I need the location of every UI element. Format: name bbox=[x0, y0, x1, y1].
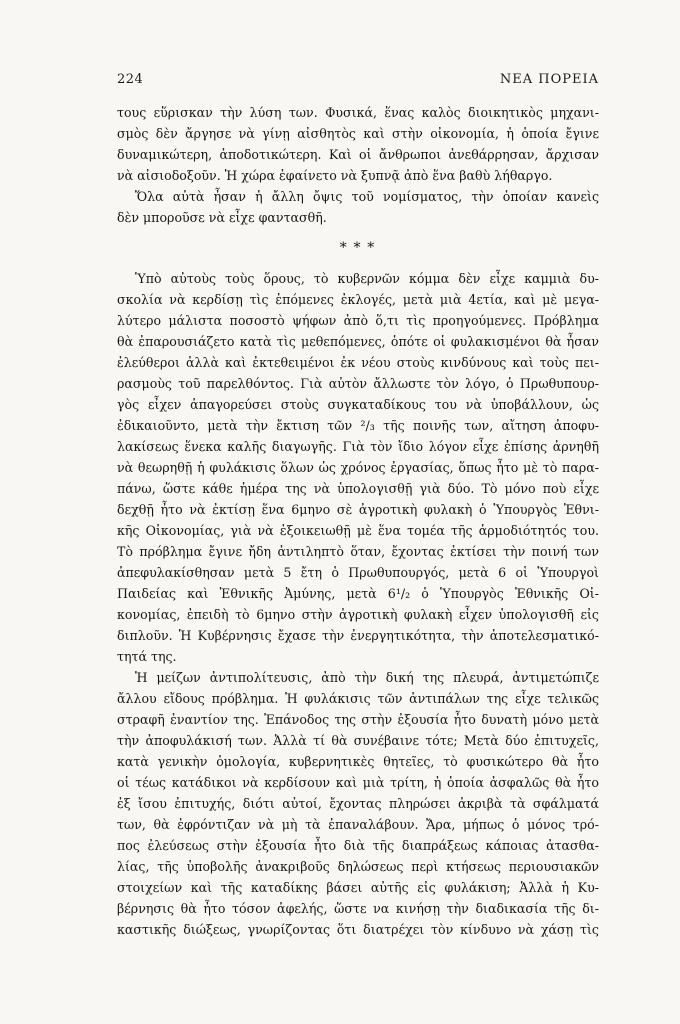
text-line: Ἡ μείζων ἀντιπολίτευσις, ἀπὸ τὴν δική της πλευρά, ἀντιμετώπιζε bbox=[135, 670, 599, 685]
text-line: κατὰ γενικὴν ὁμολογία, κυβερνητικὲς θητεῖες, τὸ φυσικώτερο θὰ ἦτο bbox=[117, 754, 599, 769]
text-line: ἐξ ἴσου ἐπιτυχής, διότι αὐτοί, ἔχοντας πληρώσει ἀκριβὰ τὰ σφάλματά bbox=[117, 796, 599, 811]
text-line: διπλοῦν. Ἡ Κυβέρνησις ἔχασε τὴν ἐνεργητικότητα, τὴν ἀποτελεσματικό- bbox=[117, 628, 599, 643]
text-line: ρασμοὺς τοῦ παρελθόντος. Γιὰ αὐτὸν ἄλλωστε τὸν λόγο, ὁ Πρωθυπουρ- bbox=[117, 376, 599, 391]
text-line: κῆς Οἰκονομίας, γιὰ νὰ ἐξοικειωθῇ μὲ ἕνα τομέα τῆς ἁρμοδιότητός του. bbox=[117, 523, 599, 538]
text-line: λίας, τῆς ὑποβολῆς ἀνακριβοῦς δηλώσεως περὶ κτήσεως περιουσιακῶν bbox=[117, 859, 599, 874]
text-line: σκολία νὰ κερδίσῃ τὶς ἑπόμενες ἐκλογές, μετὰ μιὰ 4ετία, καὶ μὲ μεγα- bbox=[117, 292, 599, 307]
text-line: ἐλεύθεροι ἀλλὰ καὶ ἐκτεθειμένοι ἐκ νέου στοὺς κινδύνους καὶ τοὺς πει- bbox=[117, 355, 599, 370]
text-line: των, θὰ ἐφρόντιζαν νὰ μὴ τὰ ἐπαναλάβουν. Ἄρα, μήπως ὁ μόνος τρό- bbox=[117, 817, 599, 832]
text-line: δεχθῇ ἦτο νὰ ἐκτίσῃ ἕνα 6μηνο σὲ ἀγροτικὴ φυλακὴ ὁ Ὑπουργὸς Ἐθνι- bbox=[117, 502, 599, 517]
text-line: ἀπεφυλακίσθησαν μετὰ 5 ἔτη ὁ Πρωθυπουργός, μετὰ 6 οἱ Ὑπουργοὶ bbox=[117, 565, 599, 580]
text-line: πάνω, ὥστε κάθε ἡμέρα της νὰ ὑπολογισθῇ γιὰ δύο. Τὸ μόνο ποὺ εἶχε bbox=[117, 481, 599, 496]
text-line: τὴν ἀποφυλάκισή των. Ἀλλὰ τί θὰ συνέβαινε τότε; Μετὰ δύο ἐπιτυχεῖς, bbox=[117, 733, 599, 748]
text-line: στραφῆ ἐναντίον της. Ἐπάνοδος της στὴν ἐξουσία ἦτο δυνατὴ μόνο μετὰ bbox=[117, 712, 599, 727]
body-text bbox=[117, 102, 599, 940]
text-line: γὸς εἶχεν ἀπαγορεύσει στοὺς συγκαταδίκους του νὰ ὑποβάλλουν, ὡς bbox=[117, 397, 599, 412]
text-line: κονομίας, ἐπειδὴ τὸ 6μηνο στὴν ἀγροτικὴ φυλακὴ εἶχεν ὑπολογισθῆ εἰς bbox=[117, 607, 599, 622]
text-line: στοιχείων καὶ τῆς καταδίκης βάσει αὐτῆς εἰς φυλάκιση; Ἀλλὰ ἡ Κυ- bbox=[117, 880, 599, 895]
text-line: λύτερο μάλιστα ποσοστὸ ψήφων ἀπὸ ὅ,τι τὶς προηγούμενες. Πρόβλημα bbox=[117, 313, 599, 328]
text-line: θὰ ἐπαρουσιάζετο κατὰ τὶς μεθεπόμενες, ὁπότε οἱ φυλακισμένοι θὰ ἦσαν bbox=[117, 334, 599, 349]
text-line: βέρνησις θὰ ἦτο τόσον ἀφελής, ὥστε να κινήσῃ τὴν διαδικασία τῆς δι- bbox=[117, 901, 599, 916]
text-line: δυναμικώτερη, ἀποδοτικώτερη. Καὶ οἱ ἄνθρωποι ἀνεθάρρησαν, ἄρχισαν bbox=[117, 147, 599, 162]
text-line: τητά της. bbox=[117, 649, 177, 664]
text-line: Τὸ πρόβλημα ἔγινε ἤδη ἀντιληπτὸ ὅταν, ἔχοντας ἐκτίσει τὴν ποινή των bbox=[117, 544, 599, 559]
text-line: σμὸς δὲν ἄργησε νὰ γίνῃ αἰσθητὸς καὶ στὴν οἰκονομία, ἡ ὁποία ἔγινε bbox=[117, 126, 599, 141]
text-line: ἐδικαιοῦντο, μετὰ τὴν ἔκτιση τῶν ²/₃ τῆς ποινῆς των, αἴτηση ἀποφυ- bbox=[117, 418, 599, 433]
text-line: δὲν μποροῦσε νὰ εἶχε φαντασθῆ. bbox=[117, 210, 327, 225]
text-line: οἱ τέως κατάδικοι νὰ κερδίσουν καὶ μιὰ τρίτη, ἡ ὁποία ἀσφαλῶς θὰ ἦτο bbox=[117, 775, 599, 790]
text-line: καστικῆς διώξεως, γνωρίζοντας ὅτι διατρέχει τὸν κίνδυνο νὰ χάσῃ τὶς bbox=[117, 922, 599, 937]
section-separator: * * * bbox=[339, 240, 377, 256]
text-line: Ὅλα αὐτὰ ἦσαν ἡ ἄλλη ὄψις τοῦ νομίσματος, τὴν ὁποίαν κανεὶς bbox=[135, 189, 599, 204]
text-line: ἄλλου εἴδους πρόβλημα. Ἡ φυλάκισις τῶν ἀντιπάλων της εἶχε τελικῶς bbox=[117, 691, 599, 706]
page-number: 224 bbox=[117, 72, 144, 87]
text-line: πος ἐλεύσεως στὴν ἐξουσία ἦτο διὰ τῆς διαπράξεως κάποιας ἀτασθα- bbox=[117, 838, 599, 853]
text-line: Παιδείας καὶ Ἐθνικῆς Ἀμύνης, μετὰ 6¹/₂ ὁ Ὑπουργὸς Ἐθνικῆς Οἰ- bbox=[117, 586, 599, 601]
page-header bbox=[117, 72, 599, 96]
text-line: νὰ θεωρηθῇ ἡ φυλάκισις ὅλων ὡς χρόνος ἐργασίας, ὅπως ἦτο μὲ τὸ παρα- bbox=[117, 460, 599, 475]
text-line: νὰ αἰσιοδοξοῦν. Ἡ χώρα ἐφαίνετο νὰ ξυπνᾷ ἀπὸ ἕνα βαθὺ λήθαργο. bbox=[117, 168, 553, 183]
running-head: ΝΕΑ ΠΟΡΕΙΑ bbox=[499, 72, 599, 87]
text-line: Ὑπὸ αὐτοὺς τοὺς ὅρους, τὸ κυβερνῶν κόμμα δὲν εἶχε καμμιὰ δυ- bbox=[135, 271, 599, 286]
text-line: τους εὕρισκαν τὴν λύση των. Φυσικά, ἕνας καλὸς διοικητικὸς μηχανι- bbox=[117, 105, 599, 120]
text-line: λακίσεως ἕνεκα καλῆς διαγωγῆς. Γιὰ τὸν ἴδιο λόγον εἶχε ἐπίσης ἀρνηθῆ bbox=[117, 439, 599, 454]
